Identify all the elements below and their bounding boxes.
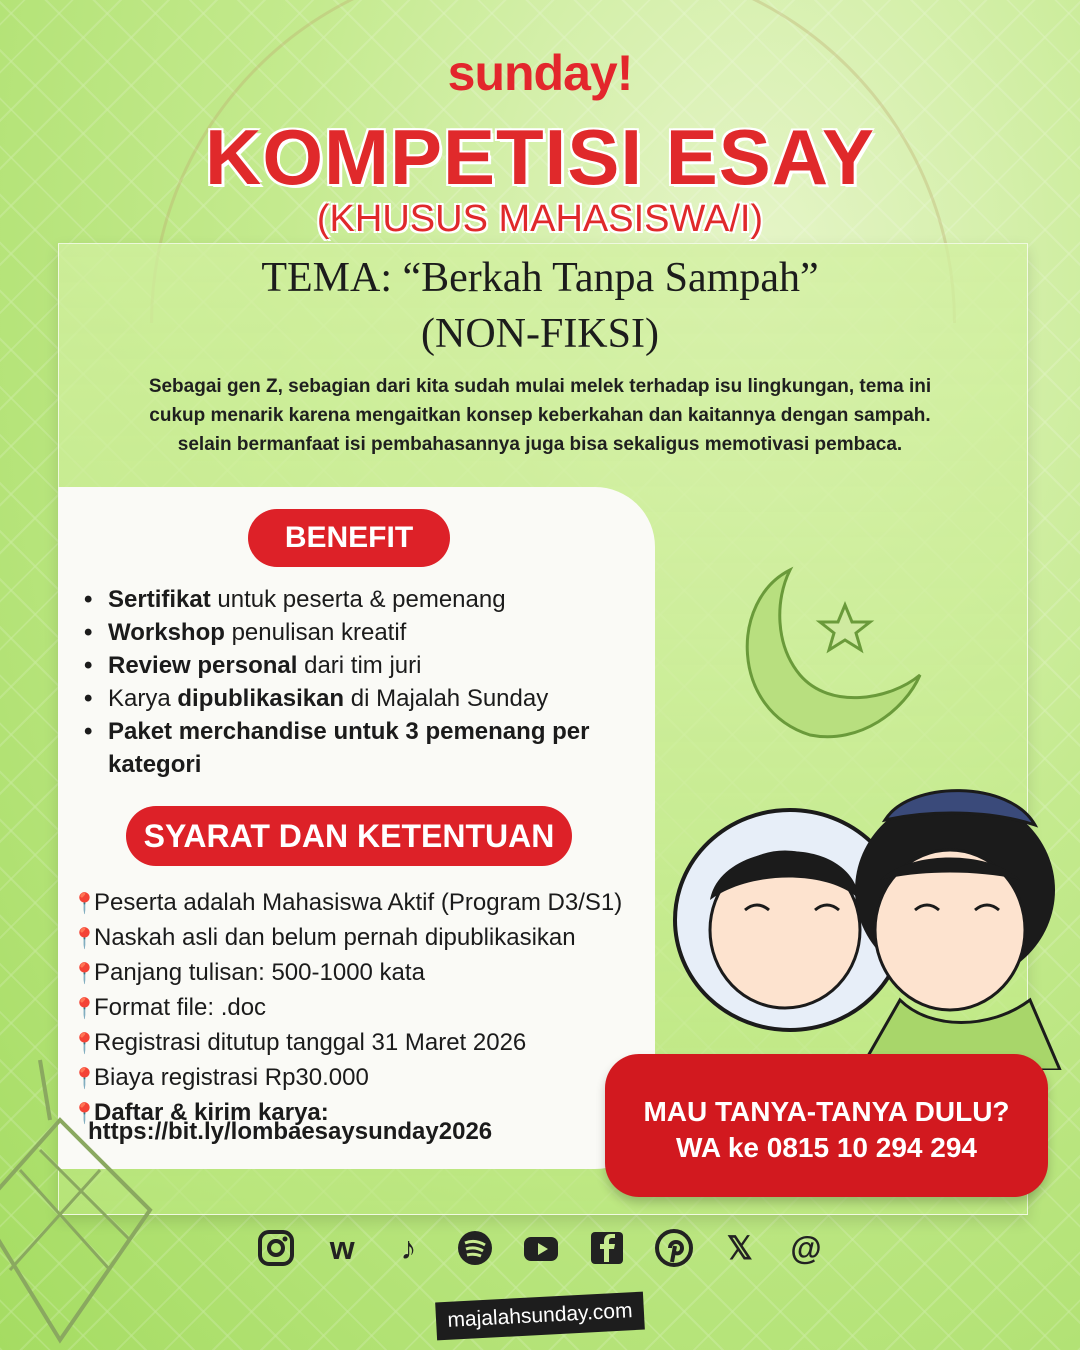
terms-item-text: Biaya registrasi Rp30.000 — [94, 1064, 369, 1091]
theme-genre: (NON-FIKSI) — [421, 311, 659, 357]
terms-item-text: Peserta adalah Mahasiswa Aktif (Program D3/S1) — [94, 889, 623, 916]
terms-item-text: Registrasi ditutup tanggal 31 Maret 2026 — [94, 1029, 527, 1056]
threads-icon[interactable]: @ — [790, 1230, 822, 1266]
benefit-item-bold: Review personal — [108, 652, 298, 679]
benefit-list — [80, 583, 640, 781]
cta-phone: WA ke 0815 10 294 294 — [676, 1132, 977, 1163]
benefit-item-text: untuk peserta & pemenang — [210, 586, 506, 613]
benefit-item — [80, 682, 640, 715]
star-icon — [820, 605, 870, 650]
benefit-item — [80, 715, 640, 781]
x-icon[interactable]: 𝕏 — [726, 1230, 753, 1266]
register-label: Daftar & kirim karya: — [94, 1099, 329, 1126]
page-subtitle: (KHUSUS MAHASISWA/I) — [316, 198, 764, 240]
benefit-item — [80, 649, 640, 682]
cta-question: MAU TANYA-TANYA DULU? — [643, 1096, 1010, 1127]
benefit-item-text: di Majalah Sunday — [344, 685, 549, 712]
theme-heading — [0, 250, 1080, 362]
benefit-item — [80, 616, 640, 649]
pin-icon: 📍 — [72, 893, 97, 915]
terms-item — [72, 886, 652, 921]
pin-icon: 📍 — [72, 998, 97, 1020]
benefit-item-text: penulisan kreatif — [224, 619, 407, 646]
benefit-item-text: Karya — [108, 685, 178, 712]
terms-item — [72, 921, 652, 956]
benefit-item — [80, 583, 640, 616]
benefit-item-bold: Paket merchandise untuk 3 pemenang per kategori — [108, 718, 590, 778]
theme-description — [80, 372, 1000, 459]
ketupat-illustration — [0, 1040, 170, 1350]
terms-item — [72, 956, 652, 991]
terms-item-text: Format file: .doc — [94, 994, 267, 1021]
benefit-item-bold: Sertifikat — [108, 586, 211, 613]
social-media-bar — [256, 1228, 826, 1268]
register-link[interactable]: https://bit.ly/lombaesaysunday2026 — [88, 1118, 493, 1145]
facebook-icon[interactable] — [587, 1228, 627, 1268]
pin-icon: 📍 — [72, 1103, 97, 1125]
spotify-icon[interactable] — [455, 1228, 495, 1268]
benefit-heading: BENEFIT — [248, 509, 450, 567]
pinterest-icon[interactable] — [654, 1228, 694, 1268]
terms-item-text: Naskah asli dan belum pernah dipublikasikan — [94, 924, 576, 951]
tiktok-icon[interactable]: ♪ — [400, 1230, 417, 1266]
theme-title: TEMA: “Berkah Tanpa Sampah” — [261, 255, 819, 301]
pin-icon: 📍 — [72, 1068, 97, 1090]
benefit-item-bold: dipublikasikan — [177, 685, 345, 712]
page-title: KOMPETISI ESAY — [205, 113, 875, 201]
description-line: cukup menarik karena mengaitkan konsep keberkahan dan kaitannya dengan sampah. — [149, 405, 931, 426]
youtube-icon[interactable] — [521, 1228, 561, 1268]
couple-illustration — [650, 770, 1070, 1070]
description-line: selain bermanfaat isi pembahasannya juga bisa sekaligus memotivasi pembaca. — [177, 434, 903, 455]
wattpad-icon[interactable]: w — [329, 1230, 355, 1266]
pin-icon: 📍 — [72, 963, 97, 985]
terms-item-text: Panjang tulisan: 500-1000 kata — [94, 959, 425, 986]
description-line: Sebagai gen Z, sebagian dari kita sudah mulai melek terhadap isu lingkungan, tema ini — [148, 376, 932, 397]
sunday-logo: sunday! — [447, 45, 633, 101]
website-badge[interactable]: majalahsunday.com — [435, 1292, 645, 1341]
terms-heading: SYARAT DAN KETENTUAN — [126, 806, 572, 866]
pin-icon: 📍 — [72, 928, 97, 950]
whatsapp-cta-button[interactable] — [605, 1054, 1048, 1197]
benefit-item-bold: Workshop — [108, 619, 225, 646]
instagram-icon[interactable] — [256, 1228, 296, 1268]
benefit-item-text: dari tim juri — [297, 652, 422, 679]
crescent-moon-icon — [720, 560, 930, 750]
terms-item — [72, 991, 652, 1026]
pin-icon: 📍 — [72, 1033, 97, 1055]
